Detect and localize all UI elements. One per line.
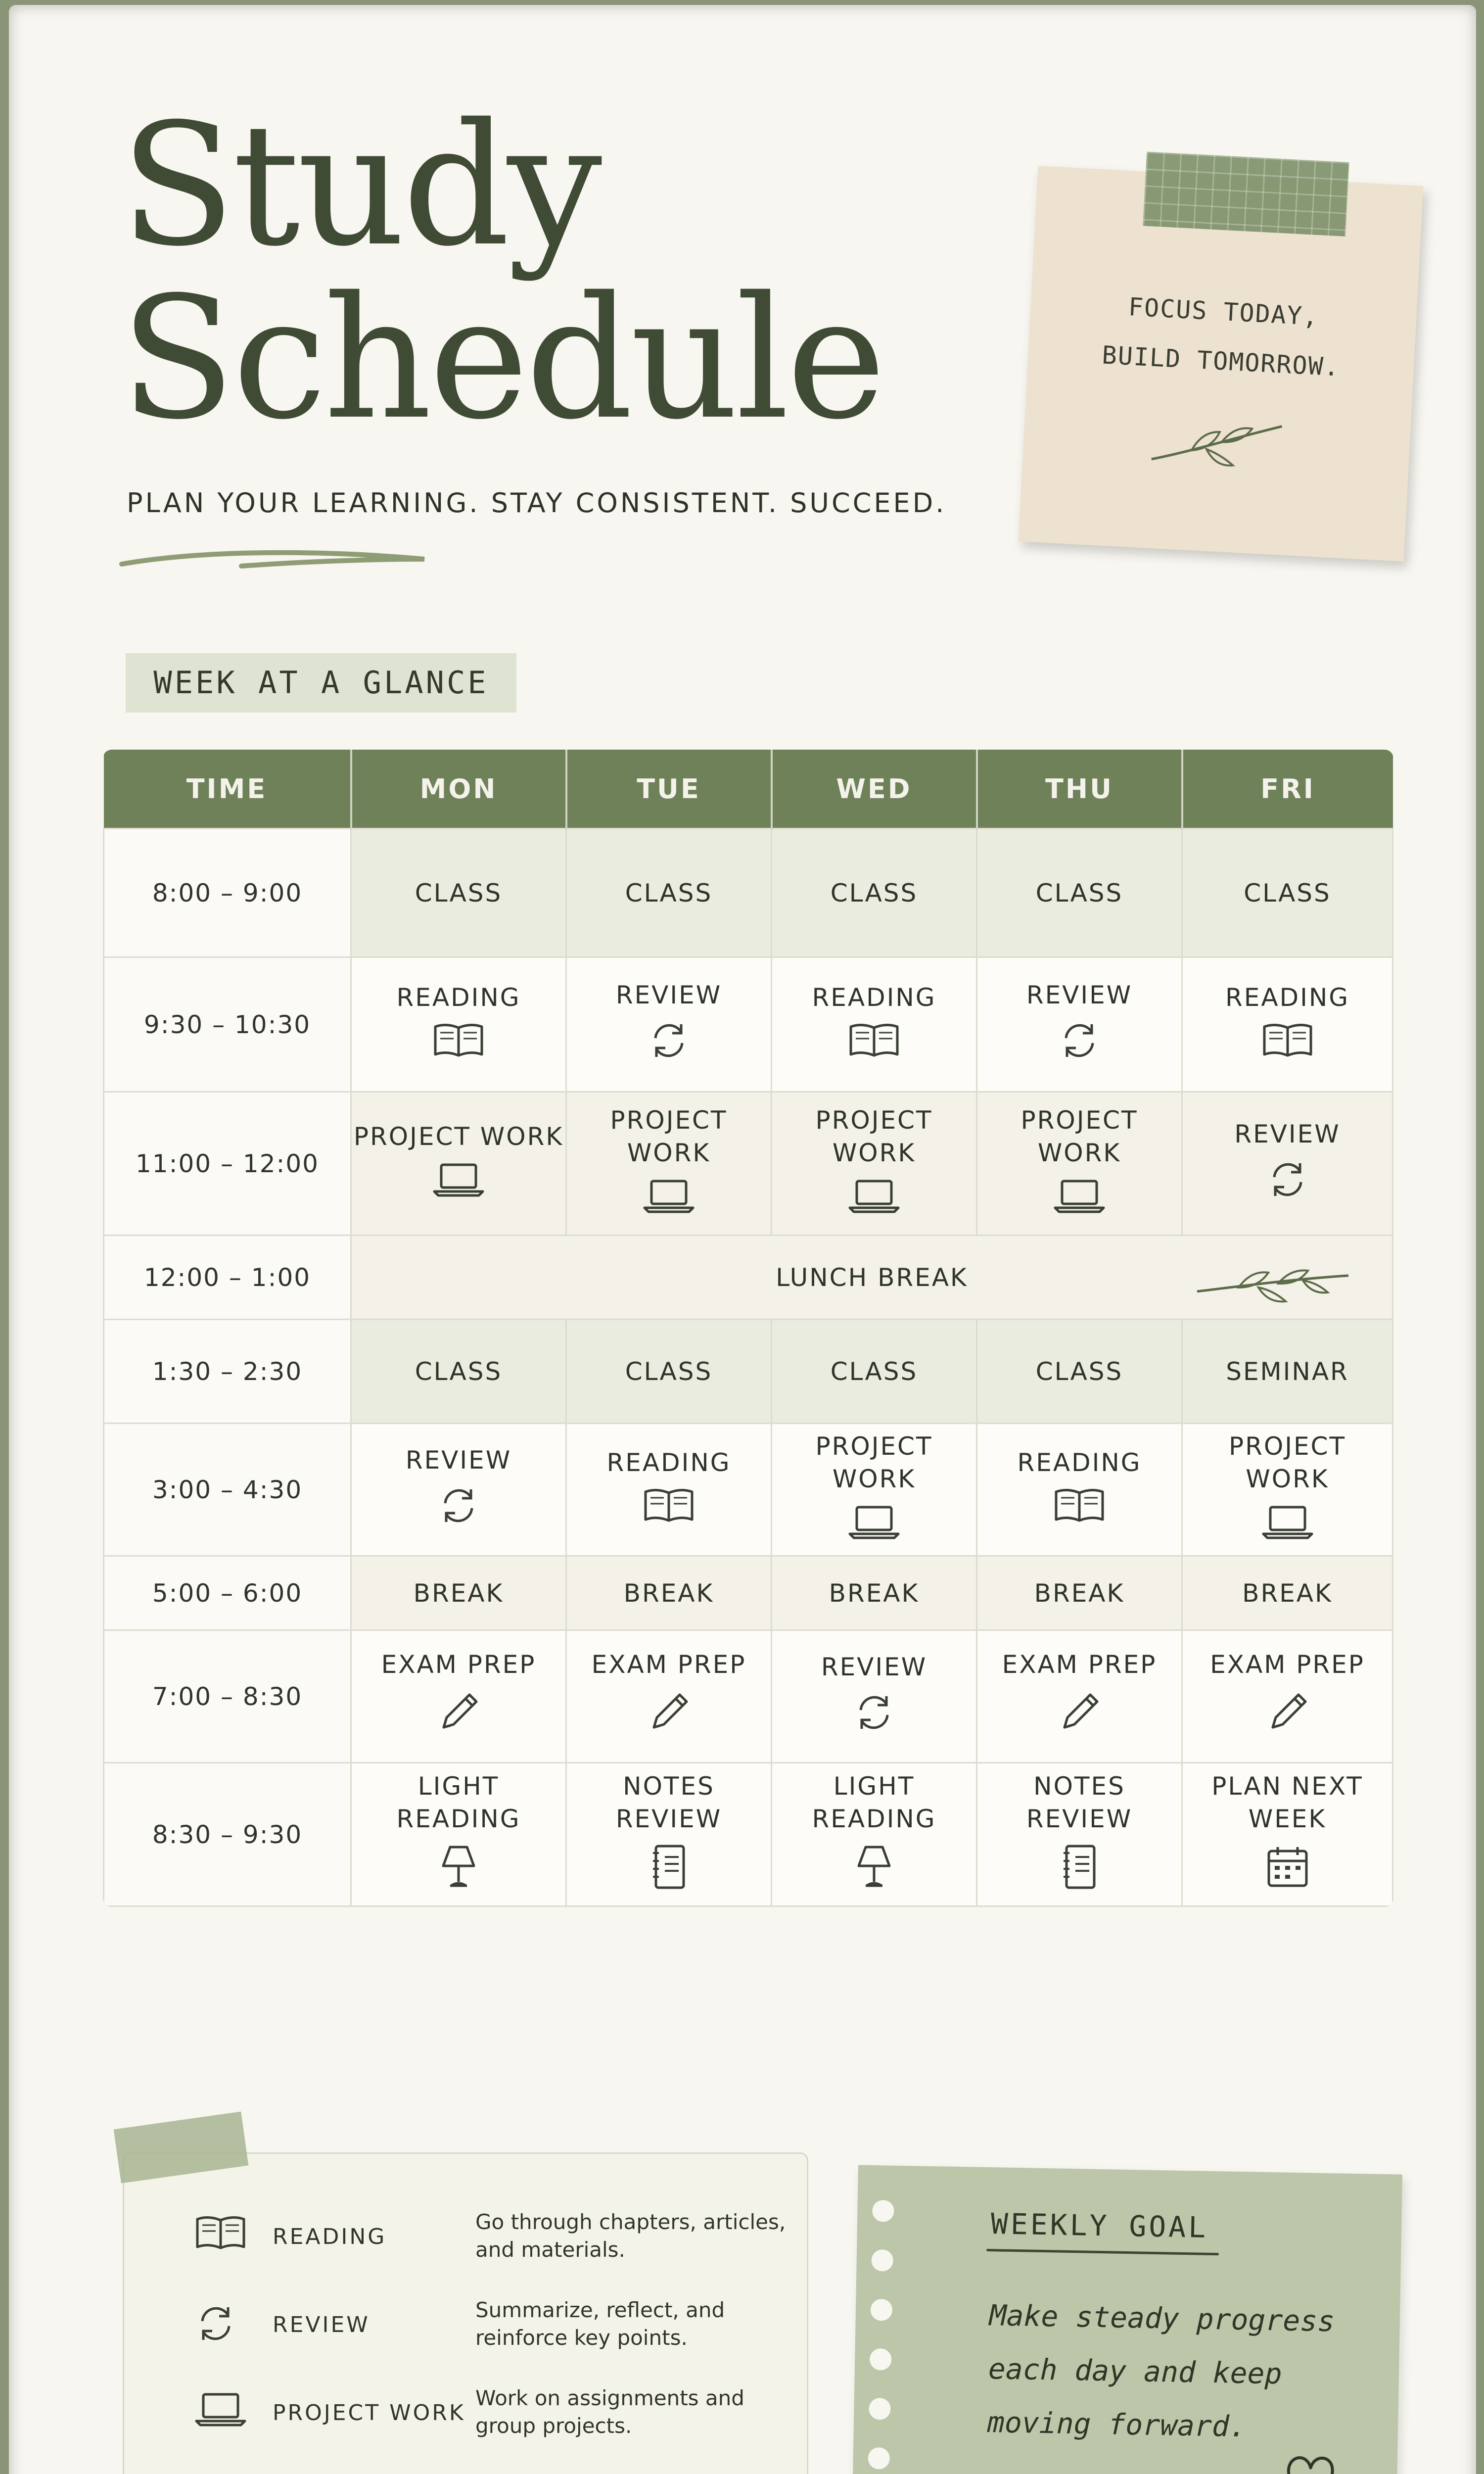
schedule-cell [977, 1424, 1182, 1556]
book-icon [567, 1486, 771, 1533]
binder-hole [872, 2200, 894, 2222]
laptop-icon [772, 1502, 976, 1550]
activity-label: EXAM PREP [1002, 1650, 1157, 1679]
book-icon [977, 1486, 1181, 1533]
schedule-cell [772, 1424, 977, 1556]
activity-label: READING [1017, 1448, 1142, 1477]
binder-hole [869, 2398, 891, 2420]
refresh-icon [193, 2301, 238, 2348]
book-icon [352, 1021, 565, 1068]
activity-label: NOTES REVIEW [615, 1771, 722, 1833]
schedule-cell [977, 1630, 1182, 1763]
activity-label: CLASS [1035, 878, 1123, 907]
schedule-cell [351, 1092, 566, 1236]
activity-label: REVIEW [1026, 980, 1133, 1009]
pencil-icon [977, 1688, 1181, 1745]
schedule-cell [1182, 1424, 1393, 1556]
col-header: TIME [104, 750, 351, 829]
goal-title: WEEKLY GOAL [990, 2207, 1208, 2244]
time-cell: 3:00 – 4:30 [104, 1424, 351, 1556]
schedule-cell [772, 1763, 977, 1906]
legend-label: PROJECT WORK [273, 2400, 465, 2426]
binder-hole [868, 2447, 890, 2470]
schedule-cell [977, 957, 1182, 1092]
activity-label: REVIEW [615, 980, 722, 1009]
table-row [104, 1630, 1393, 1763]
schedule-table [103, 750, 1393, 1907]
schedule-cell [772, 1320, 977, 1424]
schedule-cell [351, 1320, 566, 1424]
activity-label: LIGHT READING [812, 1771, 936, 1833]
activity-label: BREAK [623, 1578, 714, 1608]
legend-description: Work on assignments and group projects. [475, 2386, 744, 2438]
time-cell: 9:30 – 10:30 [104, 957, 351, 1092]
activity-label: READING [1225, 983, 1349, 1012]
activity-label: CLASS [1035, 1357, 1123, 1386]
schedule-cell [772, 829, 977, 957]
activity-label: CLASS [1244, 878, 1331, 907]
refresh-icon [772, 1690, 976, 1743]
goal-text: Make steady progress each day and keep moving forward. [987, 2298, 1335, 2444]
goal-underline [986, 2249, 1219, 2255]
activity-label: BREAK [413, 1578, 504, 1608]
refresh-icon [1183, 1157, 1392, 1210]
activity-label: NOTES REVIEW [1026, 1771, 1133, 1833]
schedule-cell [1182, 1320, 1393, 1424]
activity-label: EXAM PREP [591, 1650, 746, 1679]
table-row [104, 1236, 1393, 1320]
activity-label: CLASS [415, 1357, 503, 1386]
schedule-cell [351, 829, 566, 957]
activity-label: LIGHT READING [396, 1771, 521, 1833]
weekly-goal-card [851, 2165, 1402, 2474]
refresh-icon [352, 1483, 565, 1536]
schedule-cell [351, 1630, 566, 1763]
binder-hole [871, 2249, 893, 2272]
legend-card [123, 2152, 808, 2474]
table-row [104, 829, 1393, 957]
laptop-icon [193, 2389, 248, 2431]
heart-icon [1283, 2450, 1338, 2474]
activity-label: SEMINAR [1226, 1357, 1349, 1386]
underline-swash [118, 544, 434, 574]
schedule-cell [351, 1424, 566, 1556]
sprig-icon [1146, 410, 1293, 476]
schedule-cell [351, 957, 566, 1092]
poster [9, 5, 1476, 2474]
activity-label: EXAM PREP [381, 1650, 536, 1679]
schedule-cell [566, 1424, 772, 1556]
schedule-cell [566, 1763, 772, 1906]
schedule-cell [977, 1763, 1182, 1906]
schedule-cell [1182, 829, 1393, 957]
schedule-cell [566, 1092, 772, 1236]
binder-hole [870, 2348, 892, 2371]
notebook-icon [977, 1842, 1181, 1900]
activity-label: READING [812, 983, 936, 1012]
pencil-icon [1183, 1688, 1392, 1745]
schedule-cell [1182, 1556, 1393, 1630]
tagline: PLAN YOUR LEARNING. STAY CONSISTENT. SUCCEED. [127, 487, 947, 519]
col-header: FRI [1182, 750, 1393, 829]
col-header: TUE [566, 750, 772, 829]
laptop-icon [567, 1176, 771, 1224]
note-line-1: FOCUS TODAY, [1127, 292, 1320, 332]
schedule-cell [566, 1320, 772, 1424]
schedule-cell [977, 829, 1182, 957]
refresh-icon [567, 1018, 771, 1071]
sprig-icon [1194, 1262, 1352, 1314]
activity-label: CLASS [830, 878, 918, 907]
table-header-row [104, 750, 1393, 829]
activity-label: BREAK [1034, 1578, 1125, 1608]
motivation-note [1019, 166, 1424, 562]
activity-label: CLASS [415, 878, 503, 907]
legend-description: Summarize, reflect, and reinforce key points. [475, 2298, 725, 2350]
refresh-icon [977, 1018, 1181, 1071]
lunch-break-label: LUNCH BREAK [776, 1263, 968, 1292]
activity-label: CLASS [625, 878, 713, 907]
lamp-icon [772, 1842, 976, 1900]
table-row [104, 1320, 1393, 1424]
table-row [104, 957, 1393, 1092]
table-row [104, 1556, 1393, 1630]
table-row [104, 1424, 1393, 1556]
laptop-icon [772, 1176, 976, 1224]
activity-label: READING [606, 1448, 731, 1477]
book-icon [772, 1021, 976, 1068]
schedule-cell [977, 1556, 1182, 1630]
pencil-icon [352, 1688, 565, 1745]
schedule-cell [772, 1092, 977, 1236]
laptop-icon [977, 1176, 1181, 1224]
section-label: WEEK AT A GLANCE [126, 653, 516, 713]
time-cell: 12:00 – 1:00 [104, 1236, 351, 1320]
activity-label: CLASS [625, 1357, 713, 1386]
calendar-icon [1183, 1842, 1392, 1900]
activity-label: PROJECT WORK [610, 1105, 728, 1167]
schedule-cell [772, 957, 977, 1092]
schedule-cell [566, 1556, 772, 1630]
time-cell: 1:30 – 2:30 [104, 1320, 351, 1424]
book-icon [1183, 1021, 1392, 1068]
binder-hole [871, 2299, 893, 2321]
schedule-cell [351, 1556, 566, 1630]
book-icon [193, 2213, 248, 2255]
time-cell: 8:30 – 9:30 [104, 1763, 351, 1906]
activity-label: CLASS [830, 1357, 918, 1386]
note-line-2: BUILD TOMORROW. [1101, 340, 1341, 382]
activity-label: REVIEW [821, 1652, 928, 1681]
time-cell: 8:00 – 9:00 [104, 829, 351, 957]
time-cell: 5:00 – 6:00 [104, 1556, 351, 1630]
schedule-cell [566, 829, 772, 957]
legend-description: Go through chapters, articles, and materials. [475, 2210, 786, 2262]
activity-label: REVIEW [1234, 1119, 1341, 1148]
schedule-cell [1182, 1092, 1393, 1236]
schedule-cell [772, 1556, 977, 1630]
schedule-cell [1182, 1763, 1393, 1906]
lunch-break-cell [351, 1236, 1393, 1320]
pencil-icon [567, 1688, 771, 1745]
table-row [104, 1092, 1393, 1236]
time-cell: 11:00 – 12:00 [104, 1092, 351, 1236]
legend-item [124, 2379, 807, 2454]
notebook-icon [567, 1842, 771, 1900]
schedule-cell [977, 1320, 1182, 1424]
activity-label: BREAK [1242, 1578, 1333, 1608]
activity-label: PROJECT WORK [815, 1431, 933, 1493]
activity-label: PROJECT WORK [1020, 1105, 1138, 1167]
schedule-cell [1182, 957, 1393, 1092]
laptop-icon [352, 1160, 565, 1207]
schedule-cell [566, 1630, 772, 1763]
time-cell: 7:00 – 8:30 [104, 1630, 351, 1763]
legend-label: REVIEW [273, 2312, 370, 2337]
col-header: MON [351, 750, 566, 829]
activity-label: READING [396, 983, 521, 1012]
legend-item [124, 2468, 807, 2474]
activity-label: PROJECT WORK [353, 1122, 564, 1151]
washi-tape [114, 2111, 249, 2183]
activity-label: PROJECT WORK [815, 1105, 933, 1167]
legend-item [124, 2291, 807, 2366]
page-title [120, 88, 883, 457]
schedule-cell [566, 957, 772, 1092]
schedule-cell [351, 1763, 566, 1906]
activity-label: PLAN NEXT WEEK [1211, 1771, 1363, 1833]
lamp-icon [352, 1842, 565, 1900]
schedule-cell [977, 1092, 1182, 1236]
col-header: WED [772, 750, 977, 829]
legend-label: READING [273, 2224, 387, 2249]
title-line-2: Schedule [120, 261, 883, 457]
schedule-cell [772, 1630, 977, 1763]
activity-label: REVIEW [405, 1445, 512, 1475]
washi-tape [1143, 152, 1349, 237]
legend-item [124, 2203, 807, 2278]
activity-label: EXAM PREP [1210, 1650, 1365, 1679]
activity-label: BREAK [829, 1578, 920, 1608]
col-header: THU [977, 750, 1182, 829]
laptop-icon [1183, 1502, 1392, 1550]
activity-label: PROJECT WORK [1228, 1431, 1346, 1493]
table-row [104, 1763, 1393, 1906]
schedule-cell [1182, 1630, 1393, 1763]
title-line-1: Study [120, 88, 600, 284]
